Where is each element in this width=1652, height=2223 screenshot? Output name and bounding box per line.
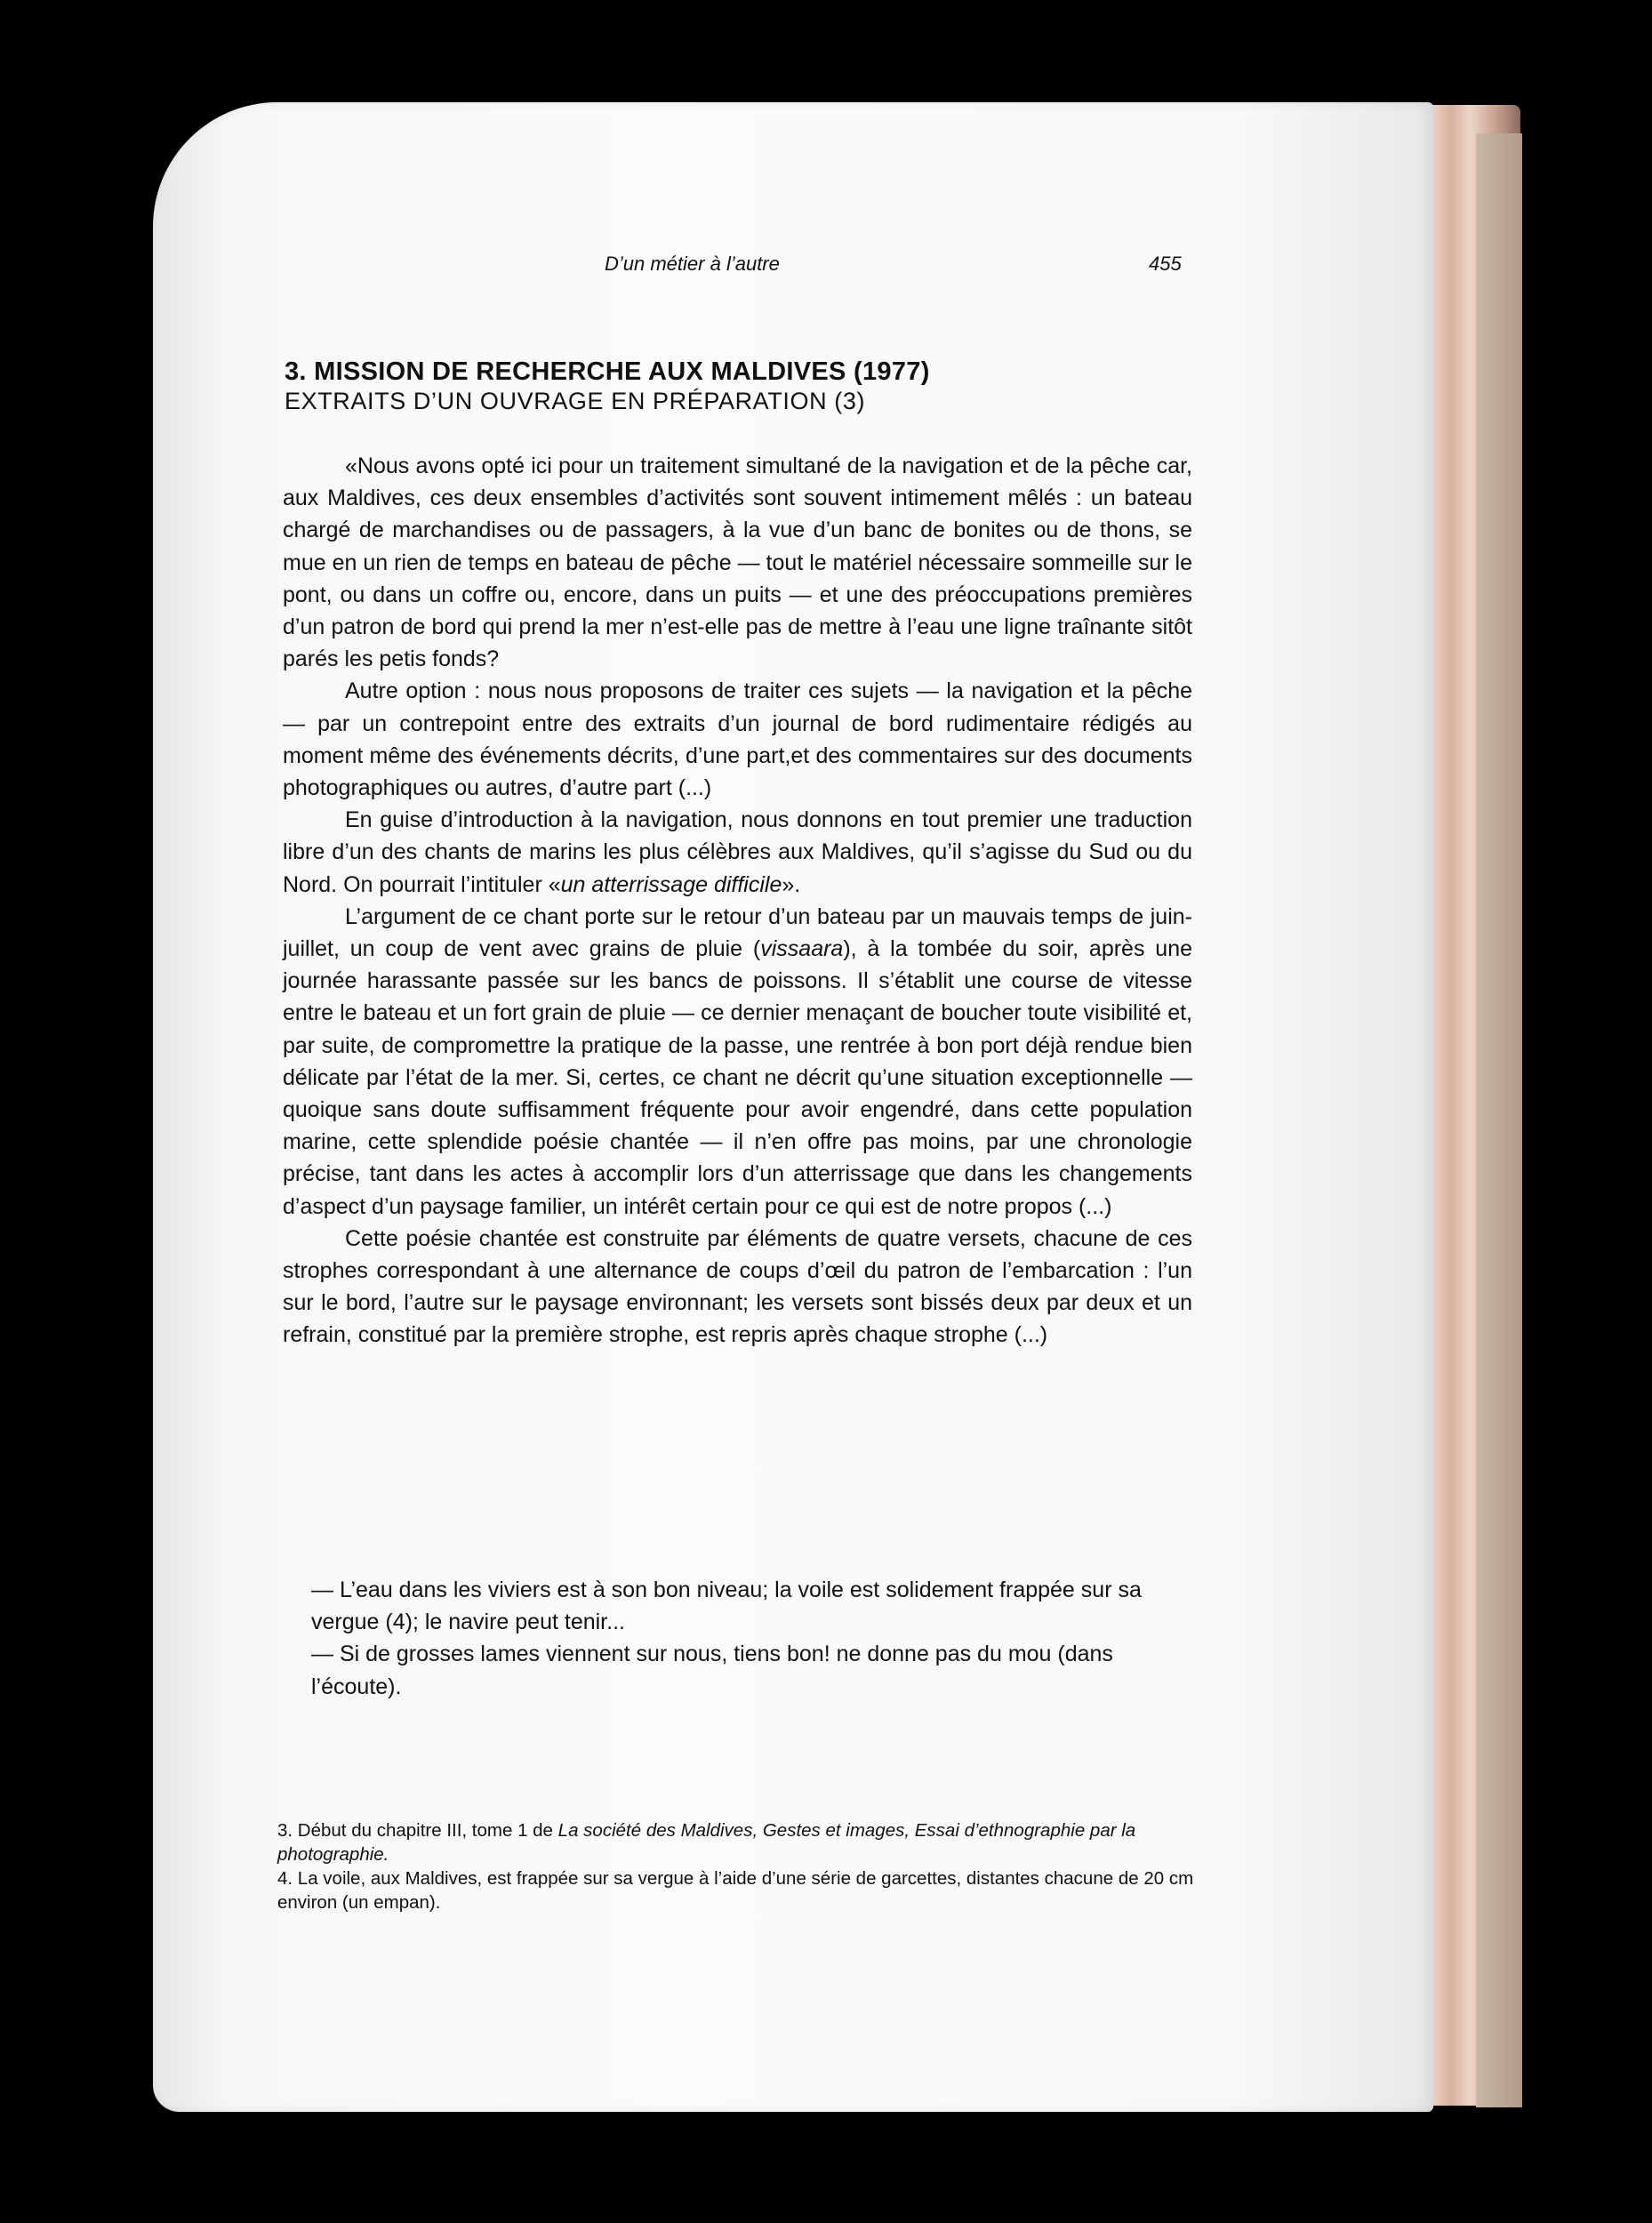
footnote-3-text: 3. Début du chapitre III, tome 1 de <box>277 1820 558 1841</box>
paragraph-3-text: En guise d’introduction à la navigation, nous donnons en tout premier une traduction libre d’un des chants de marins les plus célèbres aux Maldives, qu’il s’agisse du Sud ou du Nord. On pourrait l’intituler « <box>283 807 1192 897</box>
paragraph-5: Cette poésie chantée est construite par éléments de quatre versets, chacune de ces strophes correspondant à une alternance de coups d’œil du patron de l’embarcation : l’un sur le bord, l’autre sur le paysage environnant; les versets sont bissés deux par deux et un refrain, constitué par la première strophe, est repris après chaque strophe (...) <box>283 1225 1192 1348</box>
verse-1: — L’eau dans les viviers est à son bon niveau; la voile est solidement frappée sur sa vergue (4); le navire peut tenir... <box>311 1577 1142 1635</box>
paragraph-1: «Nous avons opté ici pour un traitement simultané de la navigation et de la pêche car, aux Maldives, ces deux ensembles d’activités sont souvent intimement mêlés : un bateau chargé de marchandises ou de passagers, à la vue d’un banc de bonites ou de thons, se mue en un rien de temps en bateau de pêche — tout le matériel nécessaire sommeille sur le pont, ou dans un coffre ou, encore, dans un puits — et une des préoccupations premières d’un patron de bord qui prend la mer n’est-elle pas de mettre à l’eau une ligne traînante sitôt parés les petis fonds? <box>283 453 1192 672</box>
page-number: 455 <box>1149 253 1182 275</box>
paragraph-4-text: L’argument de ce chant porte sur le retour d’un bateau par un mauvais temps de juin-juillet, un coup de vent avec grains de pluie ( <box>283 903 1192 962</box>
paragraph-3 <box>283 804 1192 901</box>
paragraph-2: Autre option : nous nous proposons de traiter ces sujets — la navigation et la pêche — par un contrepoint entre des extraits d’un journal de bord rudimentaire rédigés au moment même des événements décrits, d’une part,et des commentaires sur des documents photographiques ou autres, d’autre part (...) <box>283 678 1192 801</box>
section-title: 3. MISSION DE RECHERCHE AUX MALDIVES (1977) <box>285 357 930 386</box>
footnote-3-italic: La société des Maldives, Gestes et images, Essai d’ethnographie par la photographie. <box>277 1820 1136 1865</box>
book-back-cover <box>1476 133 1522 2107</box>
paragraph-4 <box>283 901 1192 1223</box>
section-subtitle: EXTRAITS D’UN OUVRAGE EN PRÉPARATION (3) <box>285 388 866 414</box>
footnote-3 <box>277 1818 1209 1866</box>
footnotes <box>277 1818 1209 1914</box>
verse-2: — Si de grosses lames viennent sur nous, tiens bon! ne donne pas du mou (dans l’écoute). <box>311 1641 1113 1699</box>
paragraph-4-italic: vissaara <box>760 936 844 962</box>
song-verses <box>311 1574 1191 1703</box>
paragraph-3-italic: un atterrissage difficile <box>560 871 782 897</box>
body-text <box>283 450 1192 1352</box>
running-header: D’un métier à l’autre <box>605 253 780 275</box>
paragraph-3-end: ». <box>782 871 801 897</box>
footnote-4: 4. La voile, aux Maldives, est frappée sur sa vergue à l’aide d’une série de garcettes, distantes chacune de 20 cm environ (un empan). <box>277 1868 1194 1913</box>
paragraph-4-end: ), à la tombée du soir, après une journée harassante passée sur les bancs de poissons. Il s’établit une course de vitesse entre le bateau et un fort grain de pluie — ce dernier menaçant de boucher toute visibilité et, par suite, de compromettre la pratique de la passe, une rentrée à bon port déjà rendue bien délicate par l’état de la mer. Si, certes, ce chant ne décrit qu’une situation exceptionnelle — quoique sans doute suffisamment fréquente pour avoir engendré, dans cette population marine, cette splendide poésie chantée — il n’en offre pas moins, par une chronologie précise, tant dans les actes à accomplir lors d’un atterrissage que dans les changements d’aspect d’un paysage familier, un intérêt certain pour ce qui est de notre propos (...) <box>283 936 1192 1219</box>
